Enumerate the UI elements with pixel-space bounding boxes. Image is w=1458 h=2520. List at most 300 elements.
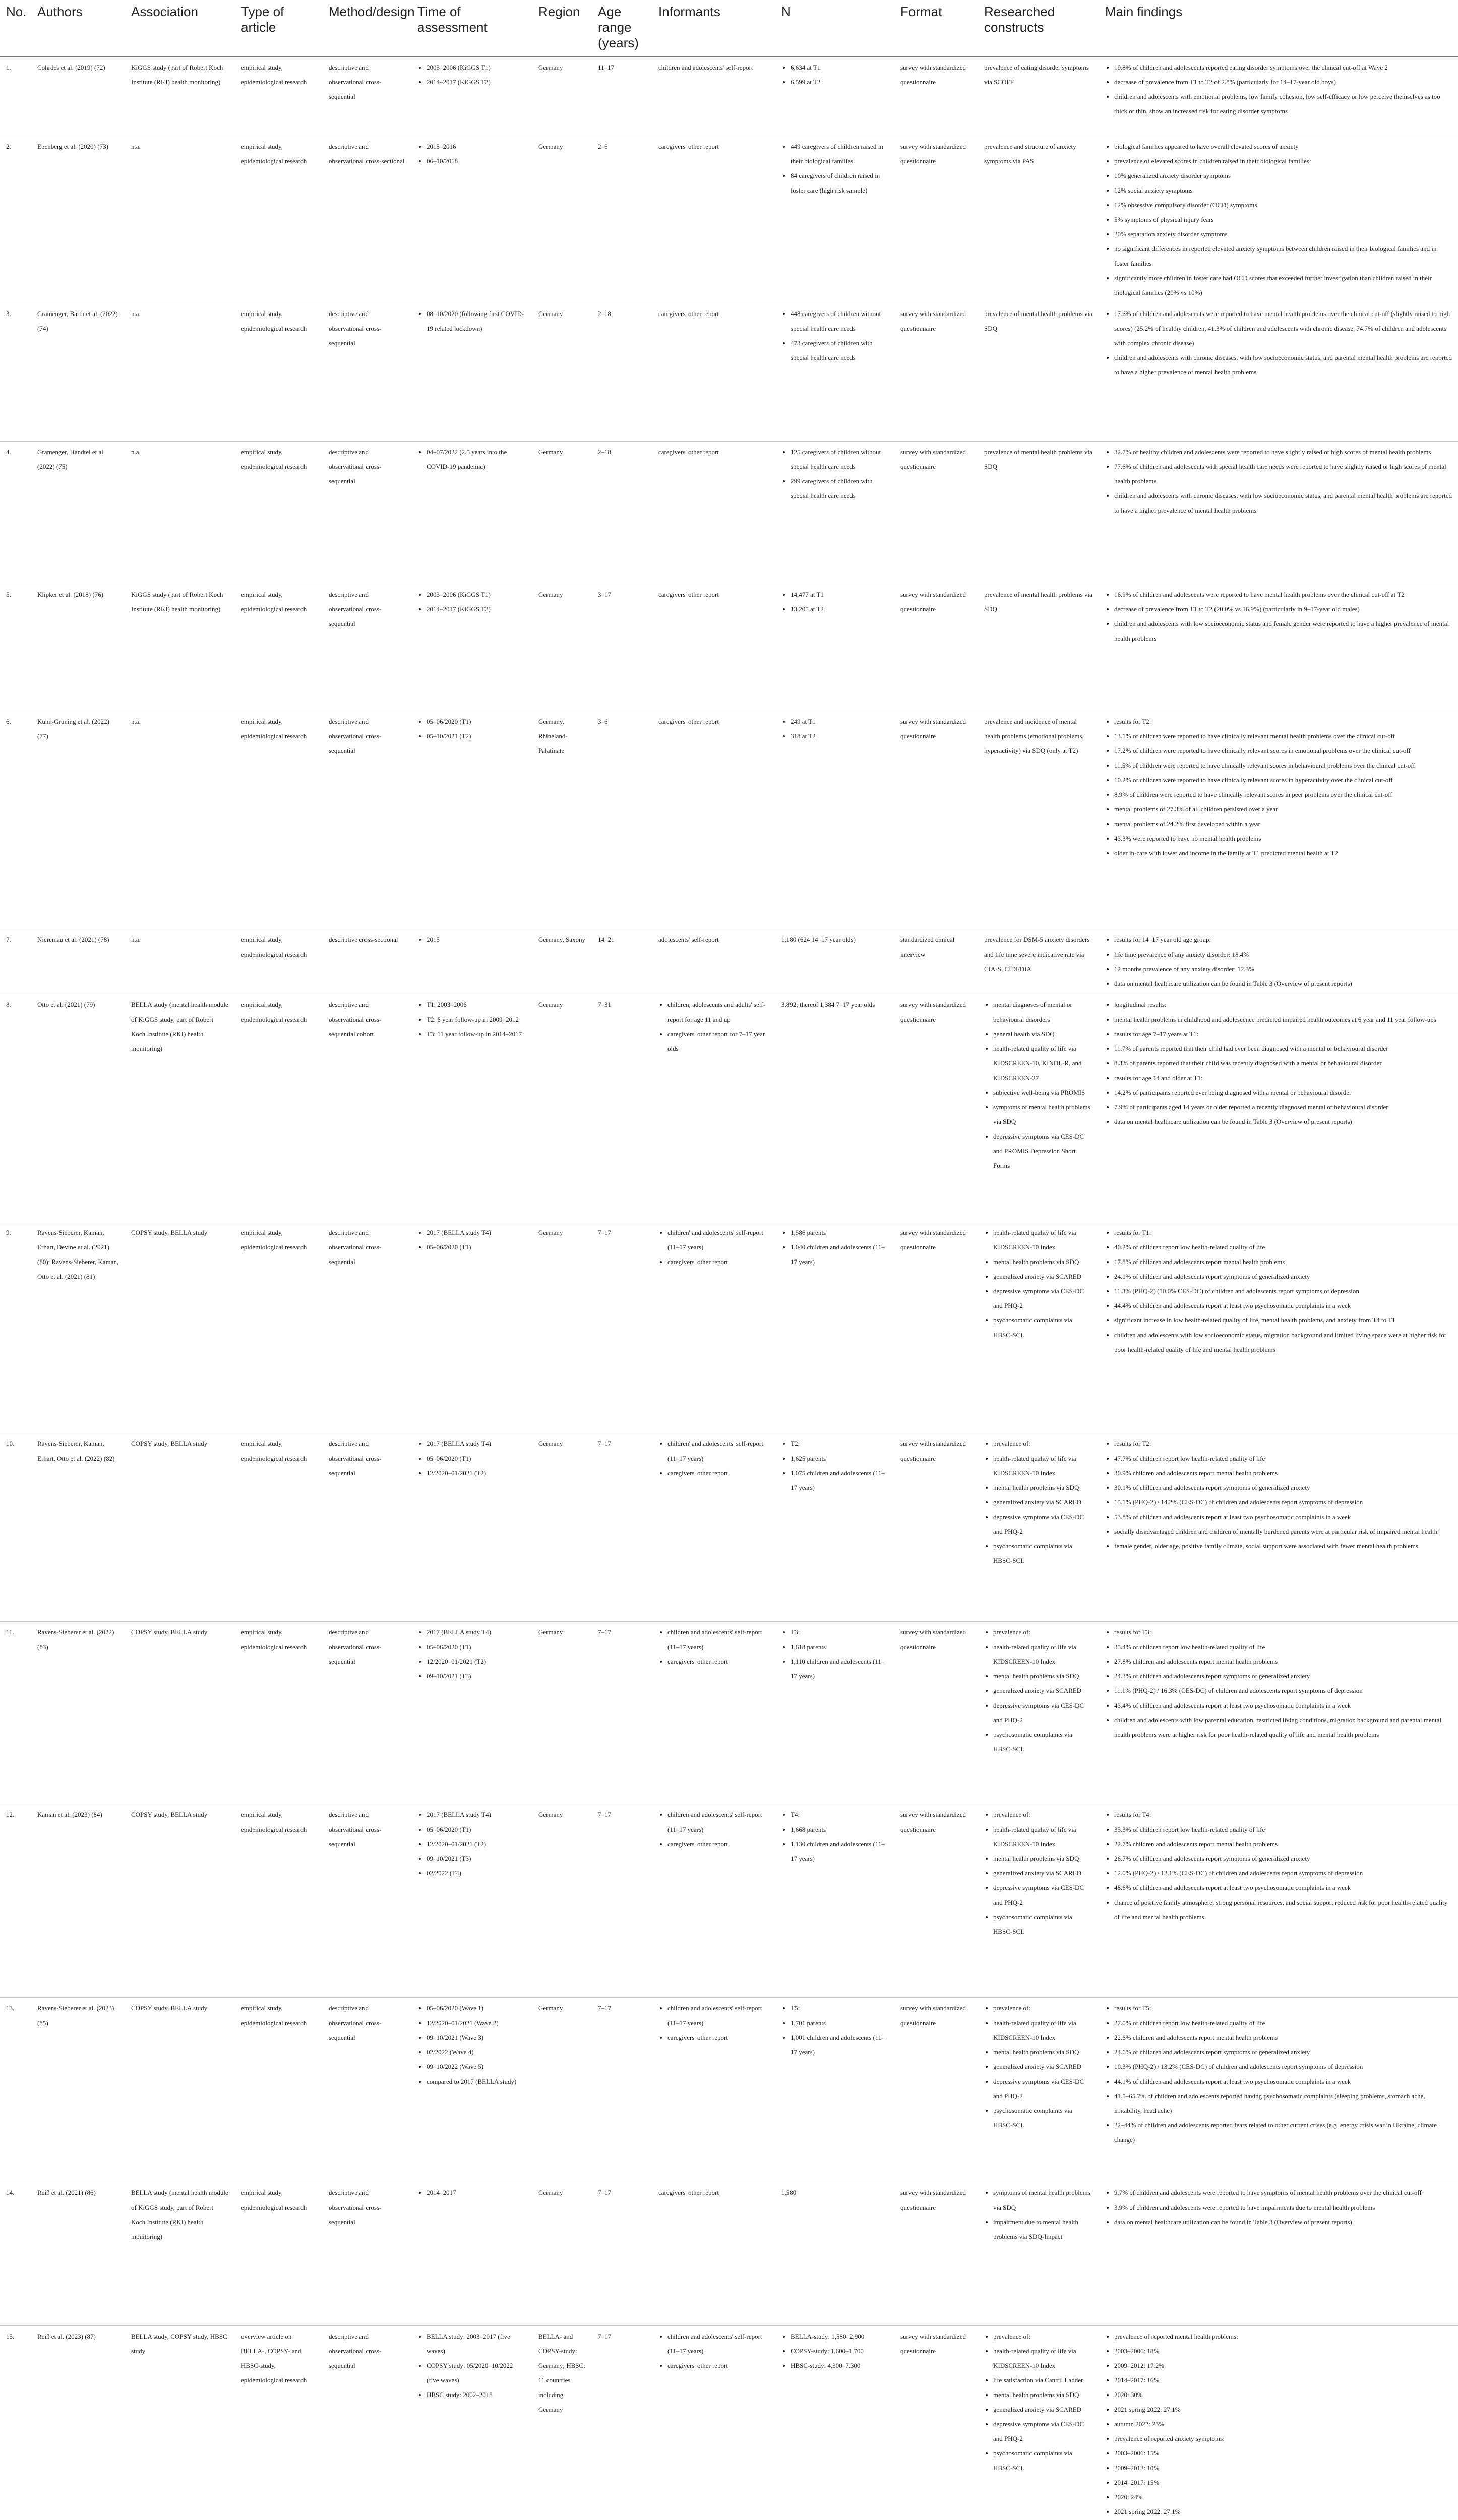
list-item: • 125 caregivers of children without special health care needs: [791, 445, 888, 474]
age-range-cell-text: 2–18: [598, 309, 611, 318]
column-header: Informants: [652, 0, 775, 56]
list-item: • 11.3% (PHQ-2) (10.0% CES-DC) of children and adolescents report symptoms of depression: [1114, 1284, 1452, 1298]
list-item: • 2017 (BELLA study T4): [427, 1625, 526, 1640]
row-number-text: 3.: [6, 309, 11, 318]
column-header: N: [775, 0, 894, 56]
age-range-cell: [592, 1433, 652, 1621]
list-item: • 14.2% of participants reported ever being diagnosed with a mental or behavioural disorder: [1114, 1085, 1452, 1100]
list-item: • 35.3% of children report low health-related quality of life: [1114, 1822, 1452, 1837]
informants-cell-list: [658, 1807, 769, 1851]
method-cell-text: descriptive and observational cross-sequential: [329, 590, 382, 627]
association-cell: [125, 994, 235, 1222]
time-cell: [411, 1997, 532, 2182]
age-range-cell-text: 2–18: [598, 448, 611, 456]
method-cell-text: descriptive and observational cross-sequential: [329, 1439, 382, 1477]
list-item: • impairment due to mental health problems via SDQ-Impact: [993, 2215, 1093, 2244]
list-item: • mental health problems via SDQ: [993, 1851, 1093, 1866]
format-cell-text: survey with standardized questionnaire: [900, 717, 966, 740]
region-cell-text: Germany, Rhineland-Palatinate: [538, 717, 568, 754]
list-item: • 16.9% of children and adolescents were reported to have mental health problems over the clinical cut-off at T2: [1114, 587, 1452, 602]
article-type-cell-text: empirical study, epidemiological research: [241, 1228, 307, 1251]
list-item: • 17.8% of children and adolescents report mental health problems: [1114, 1254, 1452, 1269]
sample-size-cell-list: [781, 714, 888, 743]
list-item: • 1,668 parents: [791, 1822, 888, 1837]
informants-cell-text: caregivers' other report: [658, 142, 719, 150]
method-cell: [323, 1804, 411, 1997]
list-item: • 09–10/2021 (T3): [427, 1851, 526, 1866]
table-row: [0, 929, 1458, 994]
list-item: • depressive symptoms via CES-DC and PROMIS Depression Short Forms: [993, 1129, 1093, 1173]
row-number: [0, 1621, 31, 1804]
article-type-cell-text: empirical study, epidemiological research: [241, 2188, 307, 2211]
table-row: [0, 584, 1458, 711]
association-cell-text: KiGGS study (part of Robert Koch Institute (RKI) health monitoring): [131, 590, 223, 613]
association-cell: [125, 1222, 235, 1433]
table-row: [0, 303, 1458, 441]
region-cell: [532, 1804, 592, 1997]
findings-cell-list: [1105, 306, 1452, 380]
table-row: [0, 2325, 1458, 2520]
list-item: • children and adolescents with chronic diseases, with low socioeconomic status, and parental mental health problems are reported to have a higher prevalence of mental health problems: [1114, 350, 1452, 380]
association-cell: [125, 1804, 235, 1997]
constructs-cell-text: prevalence for DSM-5 anxiety disorders and life time severe indicative rate via CIA-S, CIDI/DIA: [984, 935, 1090, 973]
region-cell-text: Germany: [538, 1628, 563, 1636]
list-item: • 17.6% of children and adolescents were reported to have mental health problems over the clinical cut-off (slightly raised to high scores) (25.2% of healthy children, 41.3% of children and adolescents with chronic disease, 74.7% of children and adolescents with complex chronic disease): [1114, 306, 1452, 350]
association-cell-text: n.a.: [131, 309, 141, 318]
findings-cell-list: [1105, 1436, 1452, 1553]
region-cell-text: Germany: [538, 142, 563, 150]
method-cell-text: descriptive and observational cross-sequential: [329, 2332, 382, 2369]
list-item: • 3.9% of children and adolescents were reported to have impairments due to mental health problems: [1114, 2200, 1452, 2215]
list-item: • children, adolescents and adults' self-report for age 11 and up: [667, 997, 769, 1027]
format-cell-text: survey with standardized questionnaire: [900, 590, 966, 613]
list-item: • 15.1% (PHQ-2) / 14.2% (CES-DC) of children and adolescents report symptoms of depression: [1114, 1495, 1452, 1509]
authors-cell: [31, 2182, 125, 2325]
authors-cell: [31, 1621, 125, 1804]
findings-cell: [1099, 136, 1458, 303]
article-type-cell: [235, 441, 323, 584]
informants-cell-list: [658, 997, 769, 1056]
method-cell: [323, 136, 411, 303]
region-cell: [532, 1621, 592, 1804]
format-cell-text: survey with standardized questionnaire: [900, 448, 966, 470]
format-cell: [894, 56, 978, 136]
article-type-cell: [235, 2325, 323, 2520]
row-number: [0, 1433, 31, 1621]
list-item: • 43.3% were reported to have no mental health problems: [1114, 831, 1452, 846]
list-item: • results for T1:: [1114, 1225, 1452, 1240]
findings-cell: [1099, 1621, 1458, 1804]
list-item: • 08–10/2020 (following first COVID-19 related lockdown): [427, 306, 526, 336]
format-cell: [894, 929, 978, 994]
list-item: • mental health problems via SDQ: [993, 1254, 1093, 1269]
constructs-cell: [978, 711, 1099, 929]
row-number: [0, 441, 31, 584]
time-cell-list: [417, 1225, 526, 1254]
list-item: • psychosomatic complaints via HBSC-SCL: [993, 1910, 1093, 1939]
list-item: • 48.6% of children and adolescents report at least two psychosomatic complaints in a week: [1114, 1880, 1452, 1895]
sample-size-cell: [775, 2325, 894, 2520]
article-type-cell: [235, 711, 323, 929]
informants-cell: [652, 303, 775, 441]
list-item: • T2:: [791, 1436, 888, 1451]
age-range-cell: [592, 2182, 652, 2325]
list-item: • 12/2020–01/2021 (T2): [427, 1654, 526, 1669]
list-item: • 2009–2012: 10%: [1114, 2461, 1452, 2475]
association-cell-text: n.a.: [131, 717, 141, 725]
format-cell-text: survey with standardized questionnaire: [900, 2332, 966, 2355]
list-item: • 1,701 parents: [791, 2015, 888, 2030]
constructs-cell-text: prevalence of mental health problems via SDQ: [984, 309, 1092, 332]
list-item: • health-related quality of life via KIDSCREEN-10 Index: [993, 1822, 1093, 1851]
time-cell-list: [417, 1807, 526, 1880]
row-number-text: 7.: [6, 935, 11, 943]
article-type-cell-text: empirical study, epidemiological research: [241, 1439, 307, 1462]
association-cell-text: n.a.: [131, 448, 141, 456]
region-cell: [532, 2182, 592, 2325]
list-item: • caregivers' other report: [667, 1254, 769, 1269]
list-item: • older in-care with lower and income in the family at T1 predicted mental health at T2: [1114, 846, 1452, 860]
method-cell: [323, 929, 411, 994]
list-item: • 2021 spring 2022: 27.1%: [1114, 2402, 1452, 2417]
authors-cell-text: Ravens-Sieberer et al. (2022) (83): [37, 1628, 114, 1651]
list-item: • decrease of prevalence from T1 to T2 of 2.8% (particularly for 14–17-year old boys): [1114, 75, 1452, 89]
list-item: • 44.4% of children and adolescents report at least two psychosomatic complaints in a week: [1114, 1298, 1452, 1313]
list-item: • prevalence of reported mental health problems:: [1114, 2329, 1452, 2344]
constructs-cell: [978, 929, 1099, 994]
list-item: • 1,625 parents: [791, 1451, 888, 1466]
sample-size-cell-list: [781, 60, 888, 89]
list-item: • 77.6% of children and adolescents with special health care needs were reported to have slightly raised or high scores of mental health problems: [1114, 459, 1452, 488]
list-item: • 2014–2017: [427, 2185, 526, 2200]
list-item: • generalized anxiety via SCARED: [993, 1866, 1093, 1880]
list-item: • children and adolescents with low socioeconomic status and female gender were reported to have a higher prevalence of mental health problems: [1114, 616, 1452, 646]
informants-cell: [652, 994, 775, 1222]
age-range-cell: [592, 1804, 652, 1997]
list-item: • 27.0% of children report low health-related quality of life: [1114, 2015, 1452, 2030]
list-item: • psychosomatic complaints via HBSC-SCL: [993, 2103, 1093, 2132]
column-header: No.: [0, 0, 31, 56]
authors-cell: [31, 441, 125, 584]
list-item: • 53.8% of children and adolescents report at least two psychosomatic complaints in a week: [1114, 1509, 1452, 1524]
informants-cell-list: [658, 1225, 769, 1269]
findings-cell: [1099, 584, 1458, 711]
age-range-cell-text: 7–17: [598, 2188, 611, 2196]
table-row: [0, 1621, 1458, 1804]
authors-cell-text: Gramenger, Barth et al. (2022) (74): [37, 309, 118, 332]
format-cell-text: survey with standardized questionnaire: [900, 1228, 966, 1251]
informants-cell: [652, 2325, 775, 2520]
row-number-text: 2.: [6, 142, 11, 150]
row-number-text: 13.: [6, 2004, 15, 2012]
findings-cell-list: [1105, 2185, 1452, 2229]
region-cell-text: BELLA- and COPSY-study: Germany; HBSC: 11 countries including Germany: [538, 2332, 585, 2413]
sample-size-cell: [775, 56, 894, 136]
age-range-cell-text: 3–6: [598, 717, 608, 725]
sample-size-cell: [775, 441, 894, 584]
article-type-cell-text: empirical study, epidemiological research: [241, 935, 307, 958]
list-item: • psychosomatic complaints via HBSC-SCL: [993, 2446, 1093, 2475]
time-cell: [411, 303, 532, 441]
informants-cell-text: adolescents' self-report: [658, 935, 719, 943]
findings-cell: [1099, 1804, 1458, 1997]
findings-cell-list: [1105, 60, 1452, 118]
findings-cell-list: [1105, 2001, 1452, 2147]
list-item: • 12 months prevalence of any anxiety disorder: 12.3%: [1114, 962, 1452, 976]
list-item: • caregivers' other report: [667, 1837, 769, 1851]
findings-cell-list: [1105, 587, 1452, 646]
method-cell-text: descriptive and observational cross-sequential: [329, 2188, 382, 2226]
findings-cell-list: [1105, 1807, 1452, 1924]
list-item: • mental health problems via SDQ: [993, 2045, 1093, 2059]
list-item: • HBSC study: 2002–2018: [427, 2387, 526, 2402]
article-type-cell: [235, 1433, 323, 1621]
authors-cell-text: Ravens-Sieberer, Kaman, Erhart, Devine et al. (2021) (80); Ravens-Sieberer, Kaman, Otto et al. (2021) (81): [37, 1228, 119, 1280]
constructs-cell-list: [984, 1225, 1093, 1342]
list-item: • data on mental healthcare utilization can be found in Table 3 (Overview of present reports): [1114, 1114, 1452, 1129]
article-type-cell-text: empirical study, epidemiological research: [241, 1000, 307, 1023]
list-item: • caregivers' other report: [667, 1654, 769, 1669]
list-item: • 10% generalized anxiety disorder symptoms: [1114, 168, 1452, 183]
method-cell: [323, 1433, 411, 1621]
list-item: • data on mental healthcare utilization can be found in Table 3 (Overview of present reports): [1114, 976, 1452, 991]
association-cell-text: COPSY study, BELLA study: [131, 1228, 208, 1236]
informants-cell-text: caregivers' other report: [658, 448, 719, 456]
sample-size-cell-list: [781, 587, 888, 616]
row-number: [0, 2325, 31, 2520]
list-item: • depressive symptoms via CES-DC and PHQ-2: [993, 2074, 1093, 2103]
method-cell: [323, 2182, 411, 2325]
list-item: • caregivers' other report: [667, 2358, 769, 2373]
association-cell: [125, 303, 235, 441]
format-cell-text: standardized clinical interview: [900, 935, 955, 958]
time-cell-list: [417, 306, 526, 336]
method-cell-text: descriptive and observational cross-sequential: [329, 448, 382, 485]
format-cell-text: survey with standardized questionnaire: [900, 1628, 966, 1651]
list-item: • 1,130 children and adolescents (11–17 years): [791, 1837, 888, 1866]
list-item: • results for age 7–17 years at T1:: [1114, 1027, 1452, 1041]
list-item: • results for 14–17 year old age group:: [1114, 932, 1452, 947]
table-row: [0, 2182, 1458, 2325]
row-number: [0, 303, 31, 441]
time-cell-list: [417, 2001, 526, 2089]
constructs-cell: [978, 994, 1099, 1222]
age-range-cell-text: 7–17: [598, 2332, 611, 2340]
list-item: • psychosomatic complaints via HBSC-SCL: [993, 1313, 1093, 1342]
row-number-text: 1.: [6, 64, 11, 71]
age-range-cell-text: 11–17: [598, 64, 615, 71]
time-cell-list: [417, 932, 526, 947]
table-row: [0, 711, 1458, 929]
age-range-cell: [592, 136, 652, 303]
list-item: • 1,075 children and adolescents (11–17 years): [791, 1466, 888, 1495]
informants-cell: [652, 441, 775, 584]
association-cell: [125, 1997, 235, 2182]
time-cell-list: [417, 139, 526, 168]
format-cell-text: survey with standardized questionnaire: [900, 2004, 966, 2027]
format-cell: [894, 584, 978, 711]
list-item: • prevalence of:: [993, 1625, 1093, 1640]
association-cell-text: n.a.: [131, 142, 141, 150]
article-type-cell-text: empirical study, epidemiological research: [241, 448, 307, 470]
list-item: • T1: 2003–2006: [427, 997, 526, 1012]
association-cell: [125, 929, 235, 994]
list-item: • 05–06/2020 (T1): [427, 714, 526, 729]
list-item: • T3: 11 year follow-up in 2014–2017: [427, 1027, 526, 1041]
method-cell-text: descriptive and observational cross-sequential: [329, 717, 382, 754]
association-cell: [125, 2182, 235, 2325]
list-item: • 318 at T2: [791, 729, 888, 743]
authors-cell: [31, 1433, 125, 1621]
association-cell-text: n.a.: [131, 935, 141, 943]
list-item: • children and adolescents' self-report (11–17 years): [667, 2001, 769, 2030]
findings-cell: [1099, 1997, 1458, 2182]
list-item: • socially disadvantaged children and children of mentally burdened parents were at particular risk of impaired mental health: [1114, 1524, 1452, 1539]
age-range-cell-text: 3–17: [598, 590, 611, 598]
list-item: • 17.2% of children were reported to have clinically relevant scores in emotional problems over the clinical cut-off: [1114, 743, 1452, 758]
list-item: • compared to 2017 (BELLA study): [427, 2074, 526, 2089]
row-number-text: 6.: [6, 717, 11, 725]
association-cell-text: COPSY study, BELLA study: [131, 2004, 208, 2012]
list-item: • 22–44% of children and adolescents reported fears related to other current crises (e.g. energy crisis war in Ukraine, climate change): [1114, 2118, 1452, 2147]
age-range-cell: [592, 1222, 652, 1433]
row-number: [0, 1804, 31, 1997]
findings-cell-list: [1105, 1225, 1452, 1357]
findings-cell: [1099, 56, 1458, 136]
method-cell-text: descriptive and observational cross-sequential: [329, 1228, 382, 1266]
list-item: • 44.1% of children and adolescents report at least two psychosomatic complaints in a week: [1114, 2074, 1452, 2089]
association-cell: [125, 56, 235, 136]
list-item: • BELLA-study: 1,580–2,900: [791, 2329, 888, 2344]
constructs-cell: [978, 1222, 1099, 1433]
list-item: • 12/2020–01/2021 (Wave 2): [427, 2015, 526, 2030]
list-item: • 05–06/2020 (T1): [427, 1640, 526, 1654]
informants-cell-text: caregivers' other report: [658, 309, 719, 318]
list-item: • 24.1% of children and adolescents report symptoms of generalized anxiety: [1114, 1269, 1452, 1284]
list-item: • children and adolescents' self-report (11–17 years): [667, 1625, 769, 1654]
region-cell: [532, 1997, 592, 2182]
list-item: • generalized anxiety via SCARED: [993, 1269, 1093, 1284]
sample-size-cell: [775, 584, 894, 711]
authors-cell-text: Reiß et al. (2021) (86): [37, 2188, 96, 2196]
age-range-cell-text: 7–17: [598, 1810, 611, 1818]
list-item: • prevalence of:: [993, 2329, 1093, 2344]
method-cell: [323, 711, 411, 929]
list-item: • T5:: [791, 2001, 888, 2015]
list-item: • 12/2020–01/2021 (T2): [427, 1466, 526, 1480]
column-header: Format: [894, 0, 978, 56]
column-header: Association: [125, 0, 235, 56]
list-item: • prevalence of:: [993, 1436, 1093, 1451]
constructs-cell: [978, 2325, 1099, 2520]
informants-cell-text: caregivers' other report: [658, 590, 719, 598]
constructs-cell-list: [984, 1436, 1093, 1568]
constructs-cell: [978, 441, 1099, 584]
sample-size-cell-text: 1,180 (624 14–17 year olds): [781, 935, 856, 943]
list-item: • results for T5:: [1114, 2001, 1452, 2015]
list-item: • mental diagnoses of mental or behavioural disorders: [993, 997, 1093, 1027]
list-item: • psychosomatic complaints via HBSC-SCL: [993, 1539, 1093, 1568]
authors-cell-text: Ravens-Sieberer et al. (2023) (85): [37, 2004, 114, 2027]
format-cell-text: survey with standardized questionnaire: [900, 309, 966, 332]
method-cell-text: descriptive and observational cross-sectional: [329, 142, 405, 165]
association-cell: [125, 2325, 235, 2520]
list-item: • health-related quality of life via KIDSCREEN-10 Index: [993, 2015, 1093, 2045]
row-number-text: 9.: [6, 1228, 11, 1236]
authors-cell-text: Gramenger, Handtel et al. (2022) (75): [37, 448, 105, 470]
article-type-cell: [235, 1222, 323, 1433]
list-item: • results for T2:: [1114, 1436, 1452, 1451]
sample-size-cell-text: 3,892; thereof 1,384 7–17 year olds: [781, 1000, 875, 1009]
list-item: • 2009–2012: 17.2%: [1114, 2358, 1452, 2373]
sample-size-cell: [775, 711, 894, 929]
authors-cell-text: Ebenberg et al. (2020) (73): [37, 142, 108, 150]
association-cell-text: KiGGS study (part of Robert Koch Institute (RKI) health monitoring): [131, 64, 223, 86]
association-cell-text: COPSY study, BELLA study: [131, 1628, 208, 1636]
list-item: • 1,618 parents: [791, 1640, 888, 1654]
time-cell: [411, 136, 532, 303]
informants-cell-text: caregivers' other report: [658, 2188, 719, 2196]
constructs-cell: [978, 303, 1099, 441]
row-number: [0, 584, 31, 711]
row-number: [0, 994, 31, 1222]
list-item: • symptoms of mental health problems via SDQ: [993, 1100, 1093, 1129]
article-type-cell-text: empirical study, epidemiological research: [241, 590, 307, 613]
time-cell-list: [417, 1625, 526, 1683]
list-item: • 09–10/2021 (T3): [427, 1669, 526, 1683]
format-cell-text: survey with standardized questionnaire: [900, 142, 966, 165]
constructs-cell: [978, 1433, 1099, 1621]
list-item: • 09–10/2022 (Wave 5): [427, 2059, 526, 2074]
constructs-cell-list: [984, 2001, 1093, 2132]
method-cell-text: descriptive cross-sectional: [329, 935, 398, 943]
association-cell: [125, 1433, 235, 1621]
constructs-cell-text: prevalence of eating disorder symptoms via SCOFF: [984, 64, 1089, 86]
list-item: • depressive symptoms via CES-DC and PHQ-2: [993, 1284, 1093, 1313]
list-item: • children' and adolescents' self-report (11–17 years): [667, 1436, 769, 1466]
informants-cell: [652, 1222, 775, 1433]
list-item: • 84 caregivers of children raised in foster care (high risk sample): [791, 168, 888, 198]
list-item: • 2015: [427, 932, 526, 947]
article-type-cell: [235, 1997, 323, 2182]
authors-cell-text: Otto et al. (2021) (79): [37, 1000, 95, 1009]
association-cell: [125, 711, 235, 929]
list-item: • T2: 6 year follow-up in 2009–2012: [427, 1012, 526, 1027]
row-number-text: 12.: [6, 1810, 15, 1818]
column-header: Region: [532, 0, 592, 56]
sample-size-cell-list: [781, 1436, 888, 1495]
time-cell: [411, 1222, 532, 1433]
constructs-cell-list: [984, 1625, 1093, 1756]
format-cell: [894, 1222, 978, 1433]
list-item: • 35.4% of children report low health-related quality of life: [1114, 1640, 1452, 1654]
findings-cell-list: [1105, 2329, 1452, 2520]
authors-cell-text: Klipker et al. (2018) (76): [37, 590, 104, 598]
format-cell-text: survey with standardized questionnaire: [900, 1000, 966, 1023]
row-number-text: 5.: [6, 590, 11, 598]
list-item: • 2014–2017: 15%: [1114, 2475, 1452, 2490]
region-cell: [532, 584, 592, 711]
row-number: [0, 1222, 31, 1433]
list-item: • 06–10/2018: [427, 154, 526, 168]
article-type-cell: [235, 2182, 323, 2325]
list-item: • 2017 (BELLA study T4): [427, 1436, 526, 1451]
findings-cell: [1099, 994, 1458, 1222]
sample-size-cell-list: [781, 1225, 888, 1269]
list-item: • health-related quality of life via KIDSCREEN-10, KINDL-R, and KIDSCREEN-27: [993, 1041, 1093, 1085]
authors-cell: [31, 584, 125, 711]
findings-cell-list: [1105, 139, 1452, 300]
